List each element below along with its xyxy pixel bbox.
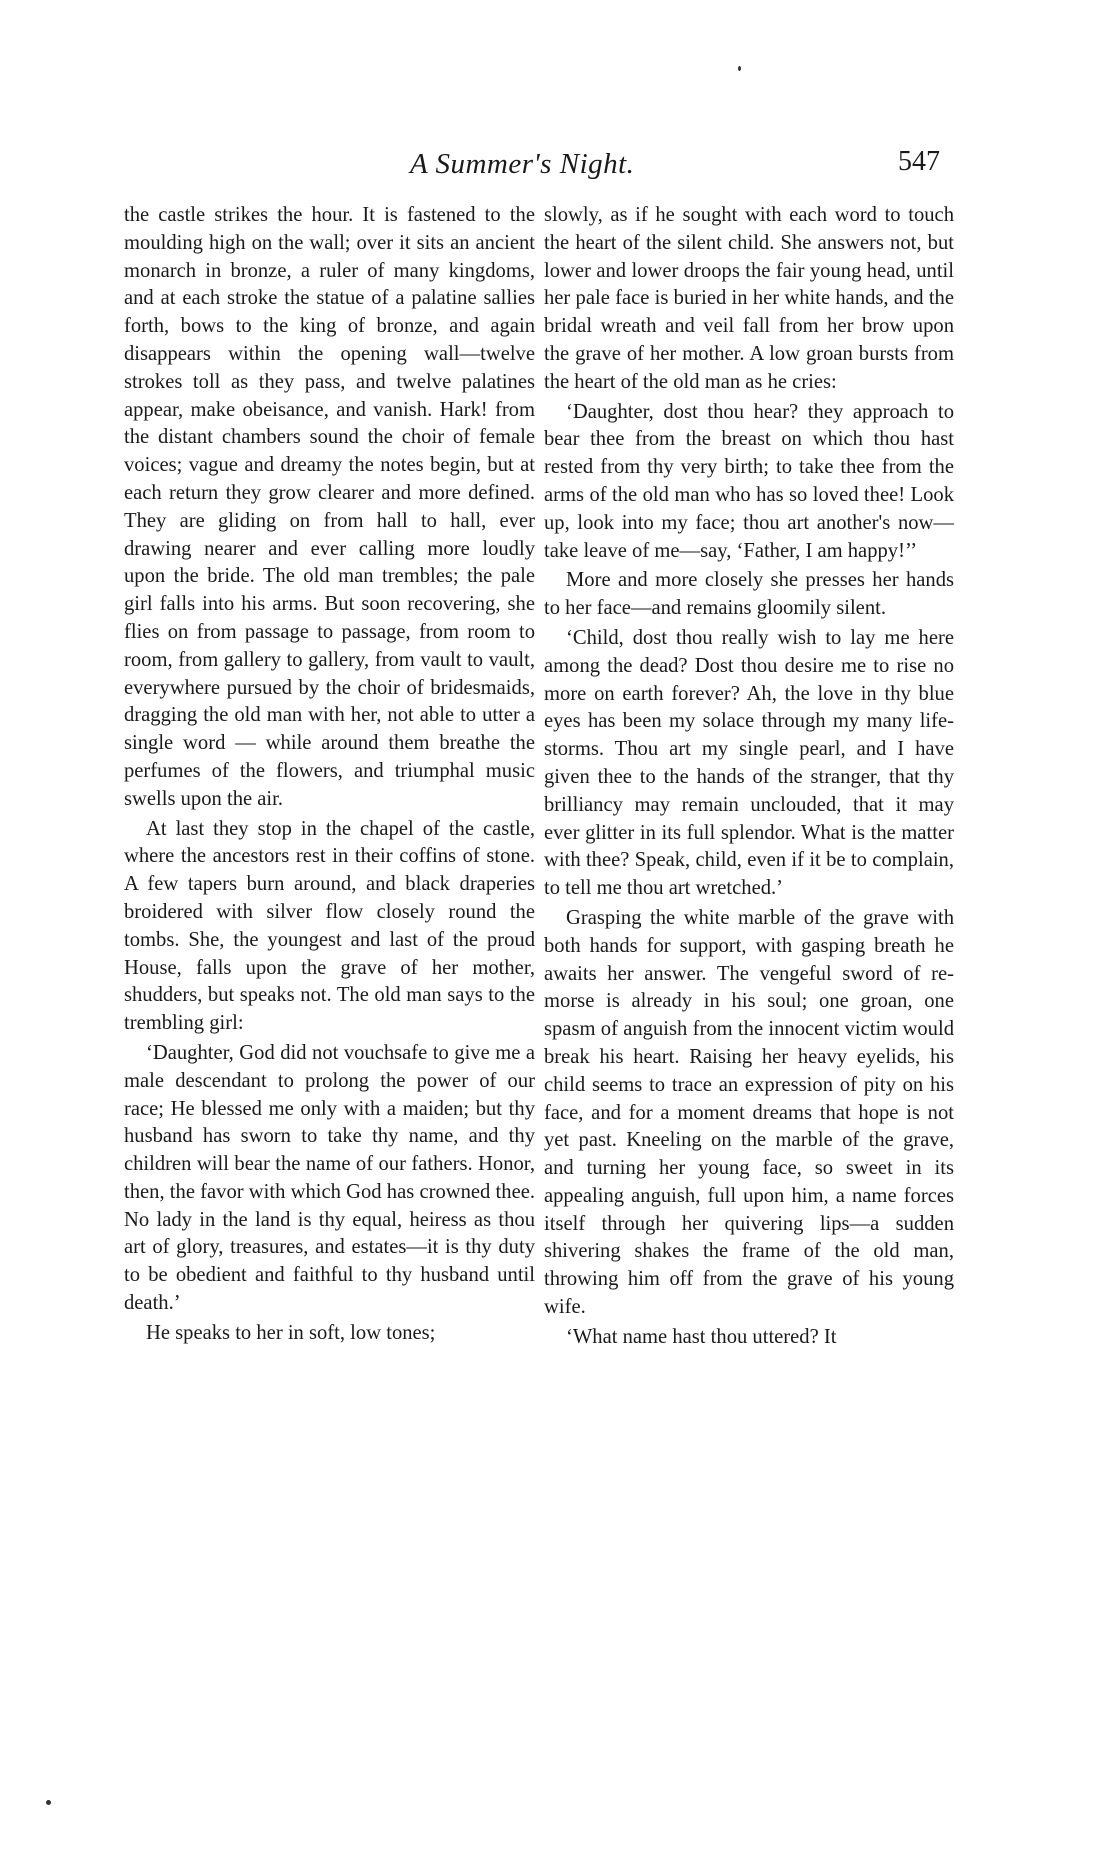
ink-speck bbox=[738, 66, 741, 71]
paragraph: slowly, as if he sought with each word to touch the heart of the silent child. She answers not, but lower and lower droops the fair young head, until her pale face is buried in her white hands, and the bridal wreath and veil fall from her brow upon the grave of her mother. A low groan bursts from the heart of the old man as he cries: bbox=[544, 204, 954, 393]
running-title: A Summer's Night. bbox=[410, 148, 635, 180]
paragraph: ‘Child, dost thou really wish to lay me here among the dead? Dost thou desire me to rise no more on earth forever? Ah, the love in thy blue eyes has been my solace through my many life-storms. Thou art my single pearl, and I have given thee to the hands of the stranger, that thy brilliancy may remain unclouded, that it may ever glitter in its full splendor. What is the matter with thee? Speak, child, even if it be to complain, to tell me thou art wretched.’ bbox=[544, 626, 954, 900]
ink-speck bbox=[46, 1800, 51, 1805]
paragraph: Grasping the white marble of the grave with both hands for support, with gasping breath he awaits her answer. The vengeful sword of remorse is already in his soul; one groan, one spasm of anguish from the innocent victim would break his heart. Raising her heavy eyelids, his child seems to trace an expression of pity on his face, and for a moment dreams that hope is not yet past. Kneeling on the marble of the grave, and turning her young face, so sweet in its appealing anguish, full upon him, a name forces itself through her quivering lips—a sudden shivering shakes the frame of the old man, throwing him off from the grave of his young wife. bbox=[544, 906, 954, 1319]
paragraph: ‘What name hast thou uttered? It bbox=[566, 1325, 837, 1348]
paragraph: More and more closely she presses her hands to her face—and remains gloomily silent. bbox=[544, 569, 954, 620]
left-column bbox=[124, 202, 535, 1350]
paragraph: ‘Daughter, God did not vouchsafe to give me a male descendant to prolong the power of our race; He blessed me only with a maiden; but thy husband has sworn to take thy name, and thy children will bear the name of our fathers. Honor, then, the favor with which God has crowned thee. No lady in the land is thy equal, heiress as thou art of glory, treasures, and estates—it is thy duty to be obedient and faithful to thy husband until death.’ bbox=[124, 1041, 535, 1315]
paragraph: the castle strikes the hour. It is fastened to the moulding high on the wall; over it sits an ancient monarch in bronze, a ruler of many kingdoms, and at each stroke the statue of a palatine sallies forth, bows to the king of bronze, and again disappears within the opening wall—twelve strokes toll as they pass, and twelve palatines appear, make obeisance, and vanish. Hark! from the distant chambers sound the choir of female voices; vague and dreamy the notes begin, but at each return they grow clearer and more defined. They are gliding on from hall to hall, ever drawing nearer and ever calling more loudly upon the bride. The old man trembles; the pale girl falls into his arms. But soon recovering, she flies on from passage to passage, from room to room, from gallery to gallery, from vault to vault, everywhere pursued by the choir of bridesmaids, dragging the old man with her, not able to utter a single word — while around them breathe the perfumes of the flowers, and triumphal music swells upon the air. bbox=[124, 204, 535, 810]
page-number: 547 bbox=[898, 146, 940, 177]
paragraph: ‘Daughter, dost thou hear? they approach to bear thee from the breast on which thou hast rested from thy very birth; to take thee from the arms of the old man who has so loved thee! Look up, look into my face; thou art another's now—take leave of me—say, ‘Father, I am happy!’’ bbox=[544, 400, 954, 562]
right-column bbox=[544, 202, 954, 1354]
paragraph: He speaks to her in soft, low tones; bbox=[146, 1321, 436, 1344]
paragraph: At last they stop in the chapel of the castle, where the ancestors rest in their coffins of stone. A few tapers burn around, and black draperies broidered with silver flow closely round the tombs. She, the youngest and last of the proud House, falls upon the grave of her mother, shudders, but speaks not. The old man says to the trembling girl: bbox=[124, 817, 535, 1035]
